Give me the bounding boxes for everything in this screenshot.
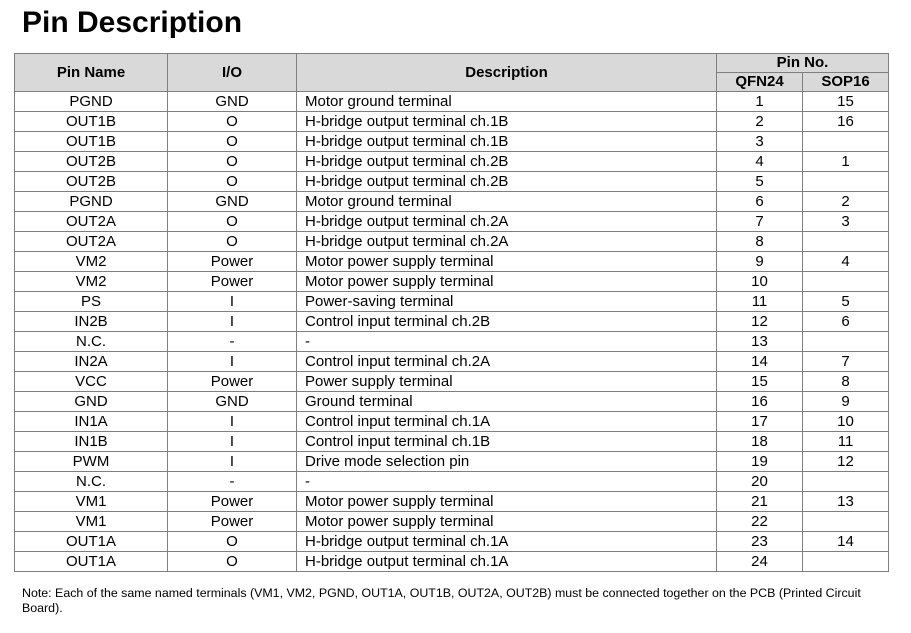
cell-io: O — [168, 552, 297, 572]
cell-sop16 — [803, 552, 889, 572]
cell-io: Power — [168, 512, 297, 532]
table-row — [15, 412, 889, 432]
cell-description: Motor ground terminal — [297, 192, 717, 212]
cell-io: - — [168, 332, 297, 352]
cell-pin-name: IN1A — [15, 412, 168, 432]
header-pin-name: Pin Name — [15, 54, 168, 92]
cell-pin-name: VM2 — [15, 252, 168, 272]
cell-pin-name: OUT2A — [15, 232, 168, 252]
cell-description: Control input terminal ch.1A — [297, 412, 717, 432]
table-row — [15, 112, 889, 132]
cell-pin-name: GND — [15, 392, 168, 412]
cell-sop16: 10 — [803, 412, 889, 432]
cell-description: H-bridge output terminal ch.2B — [297, 172, 717, 192]
cell-sop16 — [803, 332, 889, 352]
cell-pin-name: PGND — [15, 92, 168, 112]
header-qfn24: QFN24 — [717, 73, 803, 92]
table-row — [15, 152, 889, 172]
cell-sop16 — [803, 272, 889, 292]
cell-description: - — [297, 472, 717, 492]
table-row — [15, 192, 889, 212]
table-row — [15, 492, 889, 512]
cell-sop16: 15 — [803, 92, 889, 112]
cell-io: I — [168, 352, 297, 372]
cell-sop16: 9 — [803, 392, 889, 412]
header-pin-no: Pin No. — [717, 54, 889, 73]
cell-qfn24: 21 — [717, 492, 803, 512]
cell-qfn24: 1 — [717, 92, 803, 112]
cell-qfn24: 16 — [717, 392, 803, 412]
cell-sop16 — [803, 232, 889, 252]
page-title: Pin Description — [22, 6, 243, 39]
cell-description: Power-saving terminal — [297, 292, 717, 312]
cell-description: H-bridge output terminal ch.2B — [297, 152, 717, 172]
cell-sop16: 3 — [803, 212, 889, 232]
cell-qfn24: 3 — [717, 132, 803, 152]
cell-description: H-bridge output terminal ch.2A — [297, 232, 717, 252]
table-row — [15, 472, 889, 492]
cell-sop16 — [803, 132, 889, 152]
cell-qfn24: 10 — [717, 272, 803, 292]
cell-sop16: 16 — [803, 112, 889, 132]
cell-pin-name: OUT2A — [15, 212, 168, 232]
cell-qfn24: 18 — [717, 432, 803, 452]
cell-qfn24: 19 — [717, 452, 803, 472]
cell-io: O — [168, 532, 297, 552]
table-row — [15, 172, 889, 192]
table-row — [15, 332, 889, 352]
table-row — [15, 432, 889, 452]
cell-qfn24: 23 — [717, 532, 803, 552]
cell-description: Control input terminal ch.2B — [297, 312, 717, 332]
table-row — [15, 292, 889, 312]
cell-description: H-bridge output terminal ch.1A — [297, 532, 717, 552]
footnote: Note: Each of the same named terminals (VM1, VM2, PGND, OUT1A, OUT1B, OUT2A, OUT2B) must be connected together on the PCB (Printed Circuit Board). — [22, 586, 861, 615]
table-row — [15, 532, 889, 552]
cell-description: - — [297, 332, 717, 352]
cell-pin-name: OUT1B — [15, 132, 168, 152]
cell-sop16: 14 — [803, 532, 889, 552]
table-row — [15, 232, 889, 252]
cell-pin-name: OUT1A — [15, 552, 168, 572]
cell-pin-name: PWM — [15, 452, 168, 472]
cell-qfn24: 9 — [717, 252, 803, 272]
cell-pin-name: IN2A — [15, 352, 168, 372]
cell-pin-name: VM1 — [15, 492, 168, 512]
cell-io: I — [168, 312, 297, 332]
cell-io: O — [168, 112, 297, 132]
cell-sop16: 13 — [803, 492, 889, 512]
cell-qfn24: 24 — [717, 552, 803, 572]
cell-pin-name: IN1B — [15, 432, 168, 452]
cell-io: I — [168, 432, 297, 452]
table-body — [15, 92, 889, 572]
table-row — [15, 552, 889, 572]
cell-qfn24: 6 — [717, 192, 803, 212]
cell-description: Ground terminal — [297, 392, 717, 412]
cell-io: O — [168, 132, 297, 152]
cell-description: Motor power supply terminal — [297, 272, 717, 292]
cell-qfn24: 12 — [717, 312, 803, 332]
cell-io: GND — [168, 92, 297, 112]
cell-pin-name: IN2B — [15, 312, 168, 332]
cell-pin-name: N.C. — [15, 332, 168, 352]
cell-io: O — [168, 212, 297, 232]
table-row — [15, 452, 889, 472]
cell-io: O — [168, 152, 297, 172]
cell-qfn24: 13 — [717, 332, 803, 352]
table-row — [15, 392, 889, 412]
cell-pin-name: OUT1B — [15, 112, 168, 132]
table-row — [15, 252, 889, 272]
cell-pin-name: N.C. — [15, 472, 168, 492]
cell-qfn24: 4 — [717, 152, 803, 172]
cell-description: Motor power supply terminal — [297, 492, 717, 512]
cell-description: Control input terminal ch.1B — [297, 432, 717, 452]
cell-io: O — [168, 232, 297, 252]
cell-sop16: 6 — [803, 312, 889, 332]
table-row — [15, 312, 889, 332]
pin-description-table — [14, 53, 889, 572]
cell-io: O — [168, 172, 297, 192]
cell-sop16: 1 — [803, 152, 889, 172]
cell-pin-name: VM2 — [15, 272, 168, 292]
cell-sop16: 11 — [803, 432, 889, 452]
cell-qfn24: 8 — [717, 232, 803, 252]
cell-sop16: 8 — [803, 372, 889, 392]
cell-qfn24: 17 — [717, 412, 803, 432]
cell-sop16 — [803, 512, 889, 532]
cell-pin-name: OUT2B — [15, 152, 168, 172]
cell-pin-name: VCC — [15, 372, 168, 392]
cell-sop16: 5 — [803, 292, 889, 312]
cell-qfn24: 15 — [717, 372, 803, 392]
header-sop16: SOP16 — [803, 73, 889, 92]
table-row — [15, 212, 889, 232]
cell-description: H-bridge output terminal ch.1B — [297, 112, 717, 132]
cell-pin-name: VM1 — [15, 512, 168, 532]
cell-description: Motor power supply terminal — [297, 512, 717, 532]
table-row — [15, 132, 889, 152]
cell-sop16: 12 — [803, 452, 889, 472]
cell-io: - — [168, 472, 297, 492]
table-header — [15, 54, 889, 92]
header-io: I/O — [168, 54, 297, 92]
cell-pin-name: PS — [15, 292, 168, 312]
cell-io: I — [168, 412, 297, 432]
cell-io: I — [168, 452, 297, 472]
cell-pin-name: PGND — [15, 192, 168, 212]
cell-io: Power — [168, 492, 297, 512]
table-row — [15, 512, 889, 532]
cell-description: Motor power supply terminal — [297, 252, 717, 272]
cell-io: GND — [168, 192, 297, 212]
cell-description: H-bridge output terminal ch.1A — [297, 552, 717, 572]
cell-sop16: 2 — [803, 192, 889, 212]
cell-description: Power supply terminal — [297, 372, 717, 392]
cell-qfn24: 11 — [717, 292, 803, 312]
cell-qfn24: 20 — [717, 472, 803, 492]
cell-io: I — [168, 292, 297, 312]
cell-qfn24: 22 — [717, 512, 803, 532]
cell-io: Power — [168, 252, 297, 272]
cell-sop16 — [803, 172, 889, 192]
cell-description: Drive mode selection pin — [297, 452, 717, 472]
table-row — [15, 352, 889, 372]
cell-io: Power — [168, 272, 297, 292]
cell-io: GND — [168, 392, 297, 412]
cell-description: H-bridge output terminal ch.2A — [297, 212, 717, 232]
header-description: Description — [297, 54, 717, 92]
cell-qfn24: 5 — [717, 172, 803, 192]
cell-pin-name: OUT2B — [15, 172, 168, 192]
table-row — [15, 372, 889, 392]
cell-pin-name: OUT1A — [15, 532, 168, 552]
table-row — [15, 272, 889, 292]
cell-description: Control input terminal ch.2A — [297, 352, 717, 372]
cell-sop16: 7 — [803, 352, 889, 372]
cell-qfn24: 14 — [717, 352, 803, 372]
cell-description: Motor ground terminal — [297, 92, 717, 112]
table-row — [15, 92, 889, 112]
cell-sop16: 4 — [803, 252, 889, 272]
cell-sop16 — [803, 472, 889, 492]
cell-qfn24: 7 — [717, 212, 803, 232]
cell-description: H-bridge output terminal ch.1B — [297, 132, 717, 152]
cell-io: Power — [168, 372, 297, 392]
cell-qfn24: 2 — [717, 112, 803, 132]
